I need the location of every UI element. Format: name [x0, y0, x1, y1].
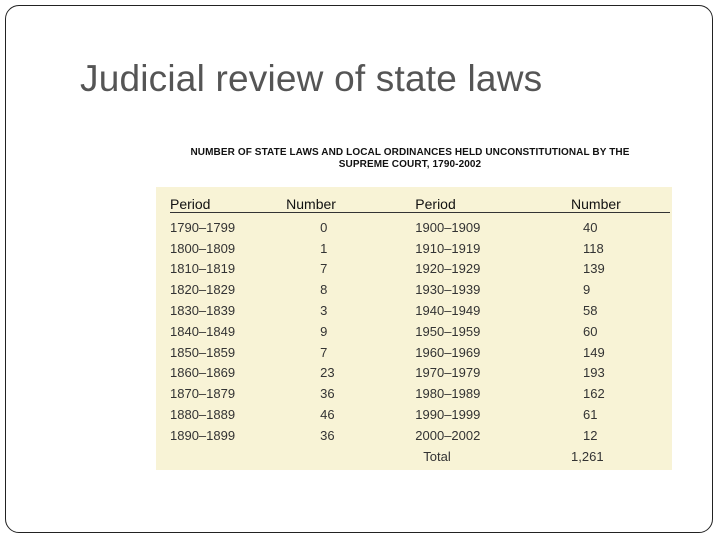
cell-number: 9: [583, 282, 591, 298]
table-row: [170, 321, 670, 342]
cell-number: 36: [320, 427, 335, 443]
cell-empty: [280, 446, 403, 467]
table-row: [170, 383, 670, 404]
table-caption-line-1: NUMBER OF STATE LAWS AND LOCAL ORDINANCES HELD UNCONSTITUTIONAL BY THE: [190, 147, 630, 158]
cell-number: 36: [320, 386, 335, 402]
table-row: [170, 404, 670, 425]
cell-period: 1980–1989: [415, 386, 481, 402]
cell-period: 1800–1809: [170, 240, 236, 256]
cell-number: 12: [583, 427, 598, 443]
cell-period: 1830–1839: [170, 303, 236, 319]
cell-number: 0: [320, 219, 328, 235]
table-row: [170, 213, 670, 238]
table-row: [170, 342, 670, 363]
cell-period: 1920–1929: [415, 261, 481, 277]
table-row: [170, 279, 670, 300]
cell-number: 9: [320, 323, 328, 339]
table-panel: [156, 187, 672, 470]
cell-number: 7: [320, 261, 328, 277]
cell-number: 61: [583, 407, 598, 423]
cell-period: 1870–1879: [170, 386, 236, 402]
cell-number: 7: [320, 344, 328, 360]
cell-number: 149: [583, 344, 605, 360]
cell-period: 1840–1849: [170, 323, 236, 339]
cell-period: 1950–1959: [415, 323, 481, 339]
total-label: Total: [423, 448, 451, 464]
table-row: [170, 300, 670, 321]
cell-period: 1910–1919: [415, 240, 481, 256]
table-header-row: [170, 195, 670, 213]
cell-number: 23: [320, 365, 335, 381]
cell-period: 1960–1969: [415, 344, 481, 360]
cell-number: 139: [583, 261, 605, 277]
header-number-2: Number: [531, 195, 670, 213]
table-caption: [170, 147, 650, 171]
table-row: [170, 238, 670, 259]
cell-period: 1970–1979: [415, 365, 481, 381]
cell-number: 118: [583, 240, 604, 256]
cell-period: 2000–2002: [415, 427, 481, 443]
cell-number: 60: [583, 323, 598, 339]
cell-period: 1850–1859: [170, 344, 236, 360]
table-row: [170, 425, 670, 446]
slide-title: Judicial review of state laws: [80, 58, 543, 99]
cell-period: 1880–1889: [170, 407, 236, 423]
cell-period: 1990–1999: [415, 407, 481, 423]
header-number-1: Number: [280, 195, 403, 213]
table-row: [170, 363, 670, 384]
cell-period: 1940–1949: [415, 303, 481, 319]
cell-number: 46: [320, 407, 335, 423]
total-value: 1,261: [571, 448, 604, 464]
cell-number: 193: [583, 365, 605, 381]
cell-number: 162: [583, 386, 605, 402]
table-row: [170, 259, 670, 280]
cell-period: 1890–1899: [170, 427, 236, 443]
cell-number: 1: [320, 240, 328, 256]
data-table: [170, 195, 670, 467]
table-caption-line-2: SUPREME COURT, 1790-2002: [338, 159, 482, 170]
cell-empty: [170, 446, 280, 467]
header-period-1: Period: [170, 195, 280, 213]
cell-period: 1810–1819: [170, 261, 236, 277]
table-total-row: [170, 446, 670, 467]
cell-period: 1820–1829: [170, 282, 236, 298]
cell-period: 1860–1869: [170, 365, 236, 381]
cell-number: 8: [320, 282, 328, 298]
cell-period: 1790–1799: [170, 219, 236, 235]
cell-period: 1900–1909: [415, 219, 481, 235]
cell-number: 40: [583, 219, 598, 235]
cell-number: 58: [583, 303, 598, 319]
cell-period: 1930–1939: [415, 282, 481, 298]
header-period-2: Period: [403, 195, 531, 213]
cell-number: 3: [320, 303, 328, 319]
